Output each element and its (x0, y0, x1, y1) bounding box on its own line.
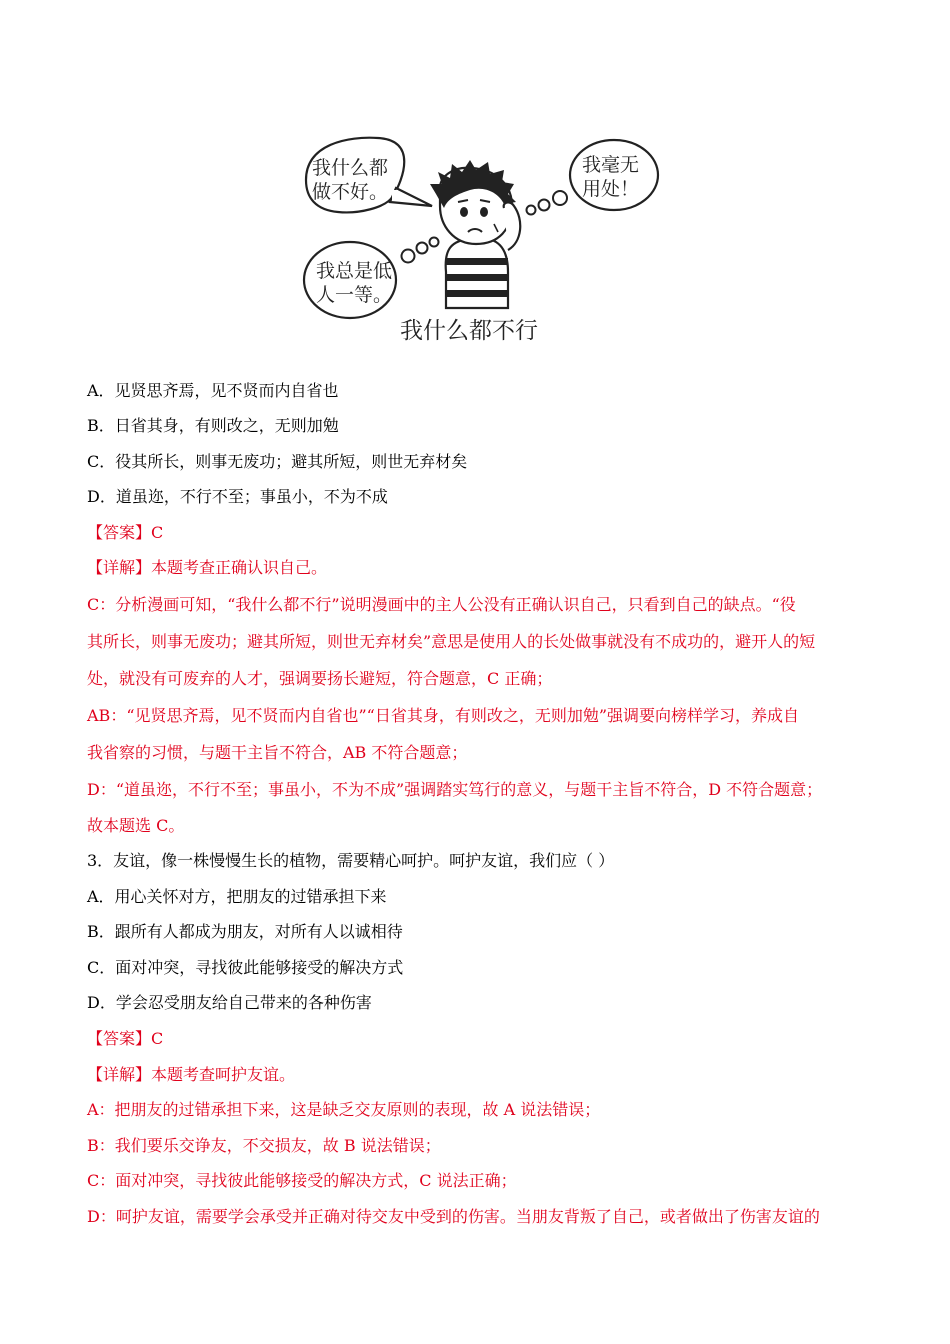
q2-option-b: B．日省其身，有则改之，无则加勉 (87, 416, 339, 435)
q3-option-b: B．跟所有人都成为朋友，对所有人以诚相待 (87, 922, 403, 941)
bubble-left-line2: 做不好。 (312, 181, 389, 203)
cartoon-illustration (298, 132, 678, 350)
q3-option-c: C．面对冲突，寻找彼此能够接受的解决方式 (87, 958, 404, 977)
q2-analysis-c-line3: 处，就没有可废弃的人才，强调要扬长避短，符合题意，C 正确； (87, 669, 553, 688)
bubble-bottom-line2: 人一等。 (316, 284, 393, 306)
q2-option-a: A．见贤思齐焉，见不贤而内自省也 (87, 381, 339, 400)
q2-answer: 【答案】C (87, 523, 164, 542)
q2-analysis-c-line1: C：分析漫画可知，“我什么都不行”说明漫画中的主人公没有正确认识自己，只看到自己的缺点。“役 (87, 595, 796, 614)
q2-analysis-d: D：“道虽迩，不行不至；事虽小，不为不成”强调踏实笃行的意义，与题干主旨不符合，D 不符合题意； (87, 780, 823, 799)
q2-detail-heading: 【详解】本题考查正确认识自己。 (87, 558, 328, 577)
q3-option-d: D．学会忍受朋友给自己带来的各种伤害 (87, 993, 372, 1012)
cartoon-caption: 我什么都不行 (400, 318, 538, 344)
bubble-bottom-line1: 我总是低 (316, 260, 393, 282)
q3-analysis-d: D：呵护友谊，需要学会承受并正确对待交友中受到的伤害。当朋友背叛了自己，或者做出了伤害友谊的 (87, 1207, 820, 1226)
bubble-right-line2: 用处！ (582, 178, 640, 200)
q3-analysis-a: A：把朋友的过错承担下来，这是缺乏交友原则的表现，故 A 说法错误； (87, 1100, 601, 1119)
q2-analysis-ab-line1: AB：“见贤思齐焉，见不贤而内自省也”“日省其身，有则改之，无则加勉”强调要向榜样学习，养成自 (87, 706, 800, 725)
bubble-left-line1: 我什么都 (312, 157, 389, 179)
q3-stem: 3．友谊，像一株慢慢生长的植物，需要精心呵护。呵护友谊，我们应（ ） (87, 851, 615, 870)
q3-analysis-c: C：面对冲突，寻找彼此能够接受的解决方式，C 说法正确； (87, 1171, 517, 1190)
q3-detail-heading: 【详解】本题考查呵护友谊。 (87, 1065, 296, 1084)
bubble-right-line1: 我毫无 (582, 154, 640, 176)
q2-analysis-c-line2: 其所长，则事无废功；避其所短，则世无弃材矣”意思是使用人的长处做事就没有不成功的，避开人的短 (87, 632, 816, 651)
worried-boy-figure (430, 160, 520, 308)
thought-bubble-bottom (304, 238, 439, 319)
q3-answer: 【答案】C (87, 1029, 164, 1048)
q2-conclusion: 故本题选 C。 (87, 816, 185, 835)
speech-bubble-right (527, 140, 659, 215)
q2-option-d: D．道虽迩，不行不至；事虽小，不为不成 (87, 487, 388, 506)
q3-option-a: A．用心关怀对方，把朋友的过错承担下来 (87, 887, 387, 906)
q2-analysis-ab-line2: 我省察的习惯，与题干主旨不符合，AB 不符合题意； (87, 743, 468, 762)
q3-analysis-b: B：我们要乐交诤友，不交损友，故 B 说法错误； (87, 1136, 441, 1155)
speech-bubble-left (306, 138, 432, 213)
q2-option-c: C．役其所长，则事无废功；避其所短，则世无弃材矣 (87, 452, 468, 471)
